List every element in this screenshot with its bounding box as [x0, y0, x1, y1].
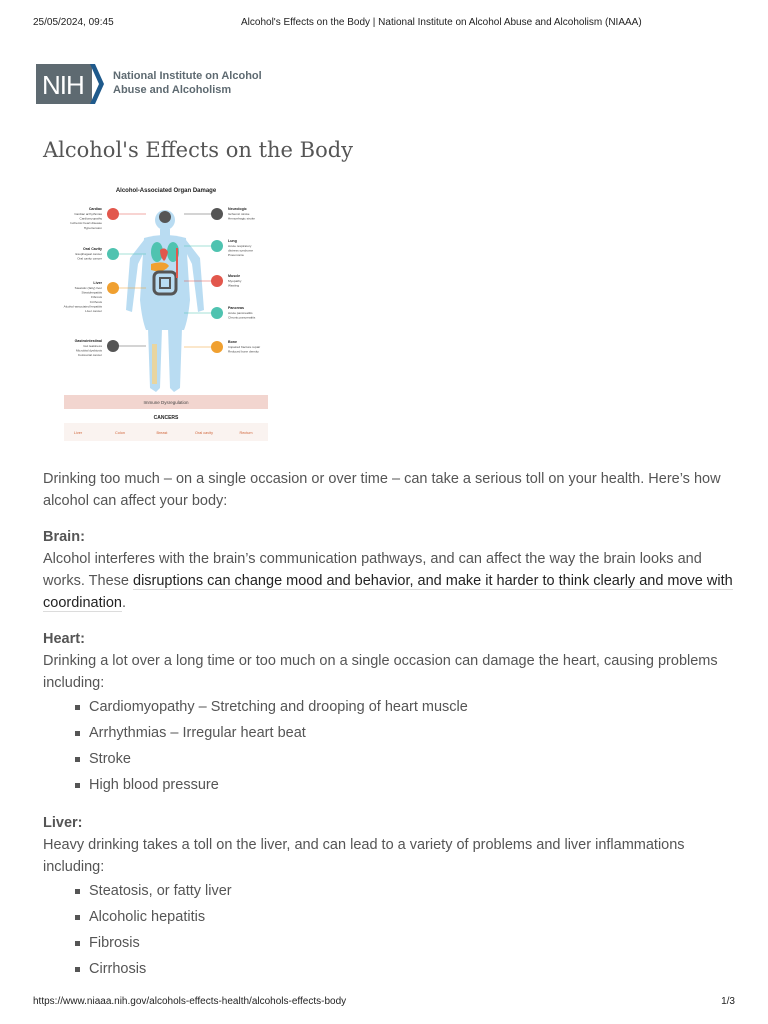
organ-condition: Esophageal cancer	[75, 252, 102, 256]
bone-icon	[211, 341, 223, 353]
body-figure	[126, 210, 204, 392]
heart-icon	[107, 208, 119, 220]
pancreas-icon	[211, 307, 223, 319]
cancer-type-label: Oral cavity	[195, 431, 213, 435]
organ-condition: Reduced bone density	[228, 349, 259, 354]
institute-name: National Institute on Alcohol Abuse and Alcoholism	[113, 70, 262, 96]
print-header	[33, 17, 735, 31]
organ-condition: Cirrhosis	[89, 299, 102, 304]
heart-heading: Heart:	[43, 631, 85, 647]
organ-condition: Acute respiratory	[228, 244, 252, 248]
heart-list	[43, 694, 768, 798]
cancer-type-label: Colon	[115, 431, 125, 435]
organ-group-neurologic	[184, 207, 255, 221]
organ-condition: Cardiomyopathy	[79, 216, 102, 221]
print-date: 25/05/2024, 09:45	[33, 17, 114, 28]
print-page-number: 1/3	[721, 996, 735, 1007]
organ-label: Lung	[228, 239, 237, 243]
cancer-type-label: Breast	[156, 431, 168, 435]
intro-paragraph: Drinking too much – on a single occasion or over time – can take a serious toll on your health. Here’s how alcohol can affect your body:	[43, 471, 721, 509]
muscle-icon	[211, 275, 223, 287]
organ-label: Cardiac	[88, 207, 102, 211]
print-url: https://www.niaaa.nih.gov/alcohols-effects-health/alcohols-effects-body	[33, 996, 347, 1007]
organ-condition: Impaired fracture repair	[228, 345, 261, 349]
organ-group-cardiac	[70, 207, 146, 230]
organ-condition: Myopathy	[228, 279, 242, 283]
cancer-type-label: Liver	[73, 431, 83, 435]
organ-condition: Fibrosis	[91, 295, 102, 300]
organ-condition: Cardiac arrhythmias	[74, 212, 102, 216]
organ-condition: Alcohol-associated hepatitis	[63, 304, 102, 309]
list-item: Arrhythmias – Irregular heart beat	[89, 720, 768, 746]
organ-label: Gastrointestinal	[74, 339, 102, 343]
cancers-title: CANCERS	[153, 415, 179, 421]
organ-label: Muscle	[228, 274, 241, 278]
organ-condition: Chronic pancreatitis	[228, 315, 256, 320]
organ-condition: Steatotic (fatty) liver	[74, 286, 102, 290]
immune-dysregulation-label: Immune Dysregulation	[143, 400, 189, 405]
liver-paragraph: Heavy drinking takes a toll on the liver, and can lead to a variety of problems and liver inflammations including:	[43, 837, 685, 875]
organ-label: Liver	[93, 281, 102, 285]
infographic-title: Alcohol-Associated Organ Damage	[115, 188, 217, 194]
brain-heading: Brain:	[43, 529, 85, 545]
mouth-icon	[107, 248, 119, 260]
organ-condition: Liver cancer	[85, 309, 102, 313]
brain-disruptions-link[interactable]: disruptions can change mood and behavior, and make it harder to think clearly and move with coordination	[43, 573, 733, 611]
organ-label: Oral Cavity	[83, 247, 102, 251]
organ-condition: Oral cavity cancer	[77, 256, 102, 261]
organ-condition: Gut leakiness	[83, 344, 102, 348]
intestine-icon	[107, 340, 119, 352]
list-item: Alcoholic hepatitis	[89, 904, 768, 930]
print-page-title: Alcohol's Effects on the Body | National Institute on Alcohol Abuse and Alcoholism (NIAAA)	[241, 17, 642, 28]
liver-icon	[107, 282, 119, 294]
organ-condition: Microbial dysbiosis	[76, 348, 102, 353]
organ-damage-infographic	[56, 180, 276, 445]
list-item: Steatosis, or fatty liver	[89, 878, 768, 904]
organ-label: Neurologic	[228, 207, 247, 211]
heart-paragraph: Drinking a lot over a long time or too much on a single occasion can damage the heart, causing problems including:	[43, 653, 718, 691]
organ-condition: Ischemic stroke	[228, 212, 250, 216]
nih-logo[interactable]	[36, 64, 276, 104]
organ-group-gastrointestinal	[75, 339, 146, 357]
page-title: Alcohol's Effects on the Body	[43, 138, 354, 162]
organ-condition: Steatohepatitis	[81, 290, 102, 295]
article-content	[43, 468, 768, 982]
organ-condition: Acute pancreatitis	[228, 311, 253, 315]
organ-label: Bone	[228, 340, 237, 344]
list-item: Stroke	[89, 746, 768, 772]
nih-logo-mark: NIH	[36, 64, 92, 104]
liver-heading: Liver:	[43, 815, 83, 831]
organ-condition: distress syndrome	[228, 248, 254, 253]
liver-list	[43, 878, 768, 982]
organ-group-pancreas	[184, 306, 256, 320]
list-item: High blood pressure	[89, 772, 768, 798]
organ-group-bone	[184, 340, 260, 354]
list-item: Cardiomyopathy – Stretching and drooping of heart muscle	[89, 694, 768, 720]
brain-icon	[211, 208, 223, 220]
organ-condition: Pneumonia	[228, 253, 244, 258]
organ-condition: Wasting	[228, 283, 240, 288]
cancer-type-label: Rectum	[239, 431, 253, 435]
organ-label: Pancreas	[228, 306, 244, 310]
organ-condition: Hemorrhagic stroke	[228, 216, 255, 221]
list-item: Cirrhosis	[89, 956, 768, 982]
organ-condition: Ischemic heart disease	[70, 221, 102, 226]
list-item: Fibrosis	[89, 930, 768, 956]
brain-paragraph: Alcohol interferes with the brain’s communication pathways, and can affect the way the brain looks and works. These disruptions can change mood and behavior, and make it harder to think clearly and move with coordination.	[43, 551, 733, 611]
organ-condition: Colorectal cancer	[77, 353, 102, 358]
organ-condition: Hypertension	[83, 225, 102, 230]
organ-group-muscle	[184, 274, 242, 288]
chevron-right-icon	[90, 64, 104, 104]
lung-icon	[211, 240, 223, 252]
